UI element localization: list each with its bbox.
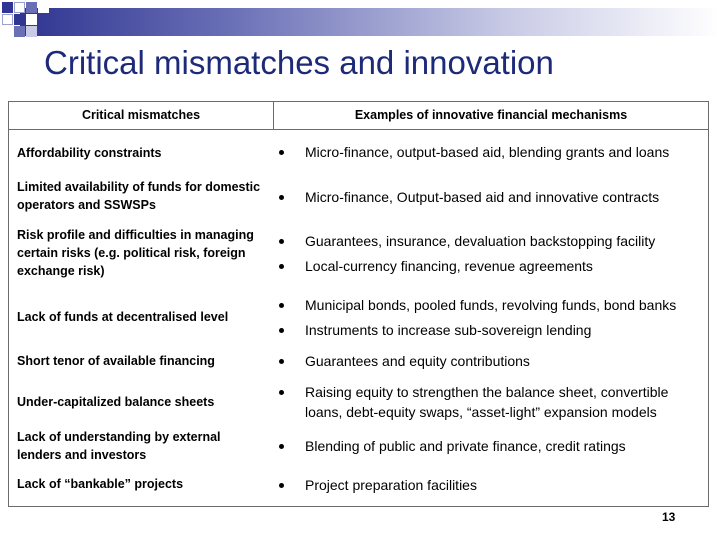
bullet-icon <box>279 359 284 364</box>
bullet-icon <box>279 264 284 269</box>
page-title: Critical mismatches and innovation <box>44 44 554 81</box>
bullet-icon <box>279 483 284 488</box>
header-critical-mismatches: Critical mismatches <box>9 102 274 129</box>
bullet-icon <box>279 150 284 155</box>
mismatch-table <box>8 101 709 507</box>
bullet-icon <box>279 328 284 333</box>
page-number: 13 <box>662 510 676 524</box>
bullet-icon <box>279 390 284 395</box>
decorative-squares <box>0 0 60 40</box>
title-banner <box>20 8 720 36</box>
mismatch-label: Lack of “bankable” projects <box>17 477 184 491</box>
mismatch-label: Under-capitalized balance sheets <box>17 395 215 409</box>
mismatch-label: Affordability constraints <box>17 146 162 160</box>
mismatch-label: Lack of funds at decentralised level <box>17 310 229 324</box>
mismatch-label: Lack of understanding by external lenders and investors <box>17 430 221 462</box>
bullet-icon <box>279 195 284 200</box>
bullet-icon <box>279 239 284 244</box>
mismatch-label: Limited availability of funds for domestic operators and SSWSPs <box>17 180 261 212</box>
mismatch-label: Risk profile and difficulties in managing certain risks (e.g. political risk, foreign exchange risk) <box>17 228 254 278</box>
table-row: Risk profile and difficulties in managing certain risks (e.g. political risk, foreign exchange risk) Guarantees, insurance, devaluation backstopping facility Local-currency financing, revenue agreements <box>17 228 656 278</box>
table-row: Lack of understanding by external lenders and investors Blending of public and private finance, credit ratings <box>17 430 626 462</box>
table-row: Limited availability of funds for domestic operators and SSWSPs Micro-finance, Output-based aid and innovative contracts <box>17 180 660 212</box>
table-row: Lack of “bankable” projects Project preparation facilities <box>17 477 477 493</box>
table-row: Lack of funds at decentralised level Municipal bonds, pooled funds, revolving funds, bond banks Instruments to increase sub-sovereign lending <box>17 297 677 338</box>
table-row: Affordability constraints Micro-finance, output-based aid, blending grants and loans <box>17 144 670 160</box>
bullet-icon <box>279 303 284 308</box>
table-row: Under-capitalized balance sheets Raising equity to strengthen the balance sheet, convertible loans, debt-equity swaps, “asset-light” expansion models <box>17 384 669 420</box>
header-innovative-mechanisms: Examples of innovative financial mechanisms <box>354 108 628 122</box>
table-row: Short tenor of available financing Guarantees and equity contributions <box>17 353 530 369</box>
mismatch-label: Short tenor of available financing <box>17 354 215 368</box>
table-header <box>9 102 708 130</box>
bullet-icon <box>279 444 284 449</box>
